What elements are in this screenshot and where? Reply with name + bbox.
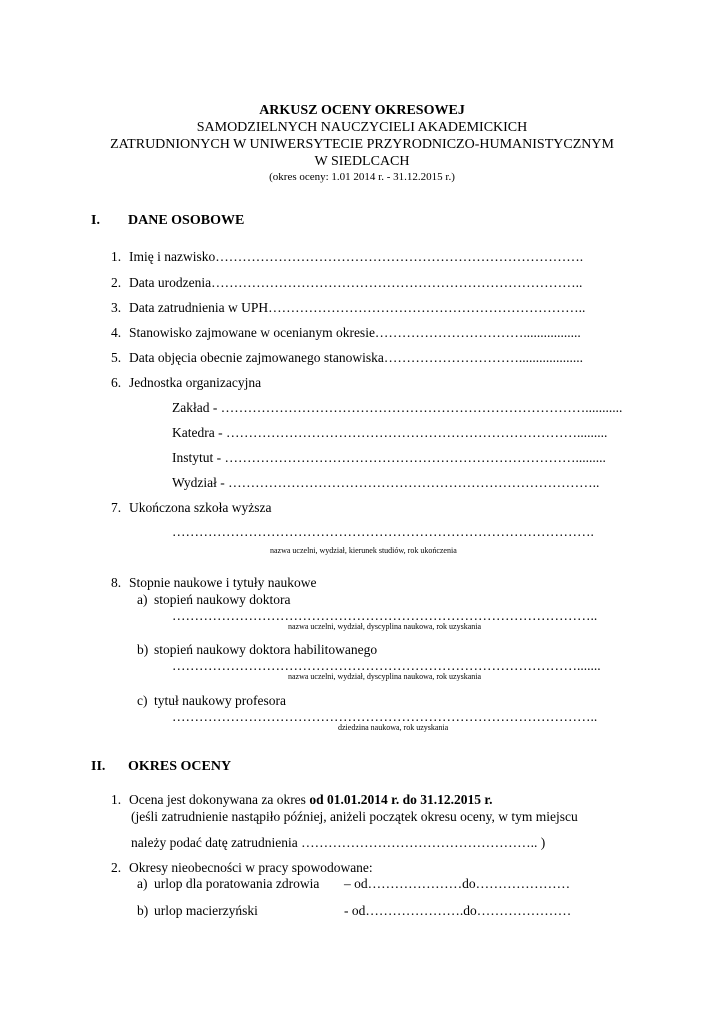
item-number: 3. bbox=[111, 300, 122, 315]
field-phd-label: stopień naukowy doktora bbox=[154, 592, 291, 607]
field-caption: nazwa uczelni, wydział, dyscyplina naukowa, rok uzyskania bbox=[288, 622, 482, 631]
item-number: 4. bbox=[111, 325, 122, 340]
health-leave-label: urlop dla poratowania zdrowia bbox=[154, 876, 320, 891]
field-chair: Katedra - ……………………………………………………………………......... bbox=[172, 425, 608, 440]
field-full-name: Imię i nazwisko………………………………………………………………………. bbox=[129, 249, 584, 264]
fill-line: ………………………………………………………………………………….. bbox=[172, 608, 598, 623]
field-birth-date: Data urodzenia……………………………………………………………………….. bbox=[129, 275, 583, 290]
header-line-3: ZATRUDNIONYCH W UNIWERSYTECIE PRZYRODNICZO-HUMANISTYCZNYM bbox=[110, 137, 614, 152]
field-habilitation-label: stopień naukowy doktora habilitowanego bbox=[154, 642, 378, 657]
sub-letter: a) bbox=[137, 876, 148, 891]
document-title: ARKUSZ OCENY OKRESOWEJ bbox=[259, 103, 465, 118]
item-number: 2. bbox=[111, 860, 122, 875]
sub-letter: c) bbox=[137, 693, 148, 708]
field-institute: Instytut - ……………………………………………………………………......... bbox=[172, 450, 606, 465]
maternity-leave-label: urlop macierzyński bbox=[154, 903, 258, 918]
field-health-leave-dates: – od…………………do………………… bbox=[344, 876, 571, 891]
fill-line: ………………………………………………………………………………....... bbox=[172, 658, 601, 673]
assessment-note: (jeśli zatrudnienie nastąpiło później, aniżeli początek okresu oceny, w tym miejscu bbox=[131, 809, 578, 824]
period-note: (okres oceny: 1.01 2014 r. - 31.12.2015 r.) bbox=[269, 171, 455, 183]
field-professor-label: tytuł naukowy profesora bbox=[154, 693, 286, 708]
section-1-number: I. bbox=[91, 213, 100, 228]
header-line-2: SAMODZIELNYCH NAUCZYCIELI AKADEMICKICH bbox=[196, 120, 528, 135]
item-number: 8. bbox=[111, 575, 122, 590]
header-line-4: W SIEDLCACH bbox=[314, 154, 410, 169]
absence-label: Okresy nieobecności w pracy spowodowane: bbox=[129, 860, 373, 875]
item-number: 1. bbox=[111, 792, 122, 807]
field-employment-date-note: należy podać datę zatrudnienia …………………………………………….. ) bbox=[131, 835, 546, 850]
sub-letter: b) bbox=[137, 903, 149, 918]
field-university-label: Ukończona szkoła wyższa bbox=[129, 500, 272, 515]
fill-line: …………………………………………………………………………………. bbox=[172, 524, 594, 539]
item-number: 1. bbox=[111, 249, 122, 264]
field-department: Zakład - ………………………………………………………………………........... bbox=[172, 400, 623, 415]
section-1-title: DANE OSOBOWE bbox=[128, 213, 245, 228]
field-degrees-label: Stopnie naukowe i tytuły naukowe bbox=[129, 575, 317, 590]
sub-letter: a) bbox=[137, 592, 148, 607]
field-position: Stanowisko zajmowane w ocenianym okresie……………………………................. bbox=[129, 325, 581, 340]
item-number: 7. bbox=[111, 500, 122, 515]
field-faculty: Wydział - ……………………………………………………………………….. bbox=[172, 475, 600, 490]
field-caption: nazwa uczelni, wydział, kierunek studiów, rok ukończenia bbox=[270, 546, 457, 555]
section-2-number: II. bbox=[91, 759, 106, 774]
section-2-title: OKRES OCENY bbox=[128, 759, 232, 774]
item-number: 2. bbox=[111, 275, 122, 290]
item-number: 6. bbox=[111, 375, 122, 390]
field-position-start: Data objęcia obecnie zajmowanego stanowiska…………………………................... bbox=[129, 350, 584, 365]
field-caption: nazwa uczelni, wydział, dyscyplina naukowa, rok uzyskania bbox=[288, 672, 482, 681]
field-org-unit-label: Jednostka organizacyjna bbox=[129, 375, 262, 390]
field-caption: dziedzina naukowa, rok uzyskania bbox=[338, 723, 449, 732]
item-number: 5. bbox=[111, 350, 122, 365]
field-employment-date: Data zatrudnienia w UPH…………………………………………………………….. bbox=[129, 300, 586, 315]
field-maternity-leave-dates: - od………………….do………………… bbox=[344, 903, 572, 918]
assessment-period-prefix: Ocena jest dokonywana za okres bbox=[129, 792, 310, 807]
sub-letter: b) bbox=[137, 642, 149, 657]
assessment-period-text bbox=[129, 793, 492, 807]
assessment-period-dates: od 01.01.2014 r. do 31.12.2015 r. bbox=[309, 792, 493, 807]
fill-line: ………………………………………………………………………………….. bbox=[172, 709, 598, 724]
